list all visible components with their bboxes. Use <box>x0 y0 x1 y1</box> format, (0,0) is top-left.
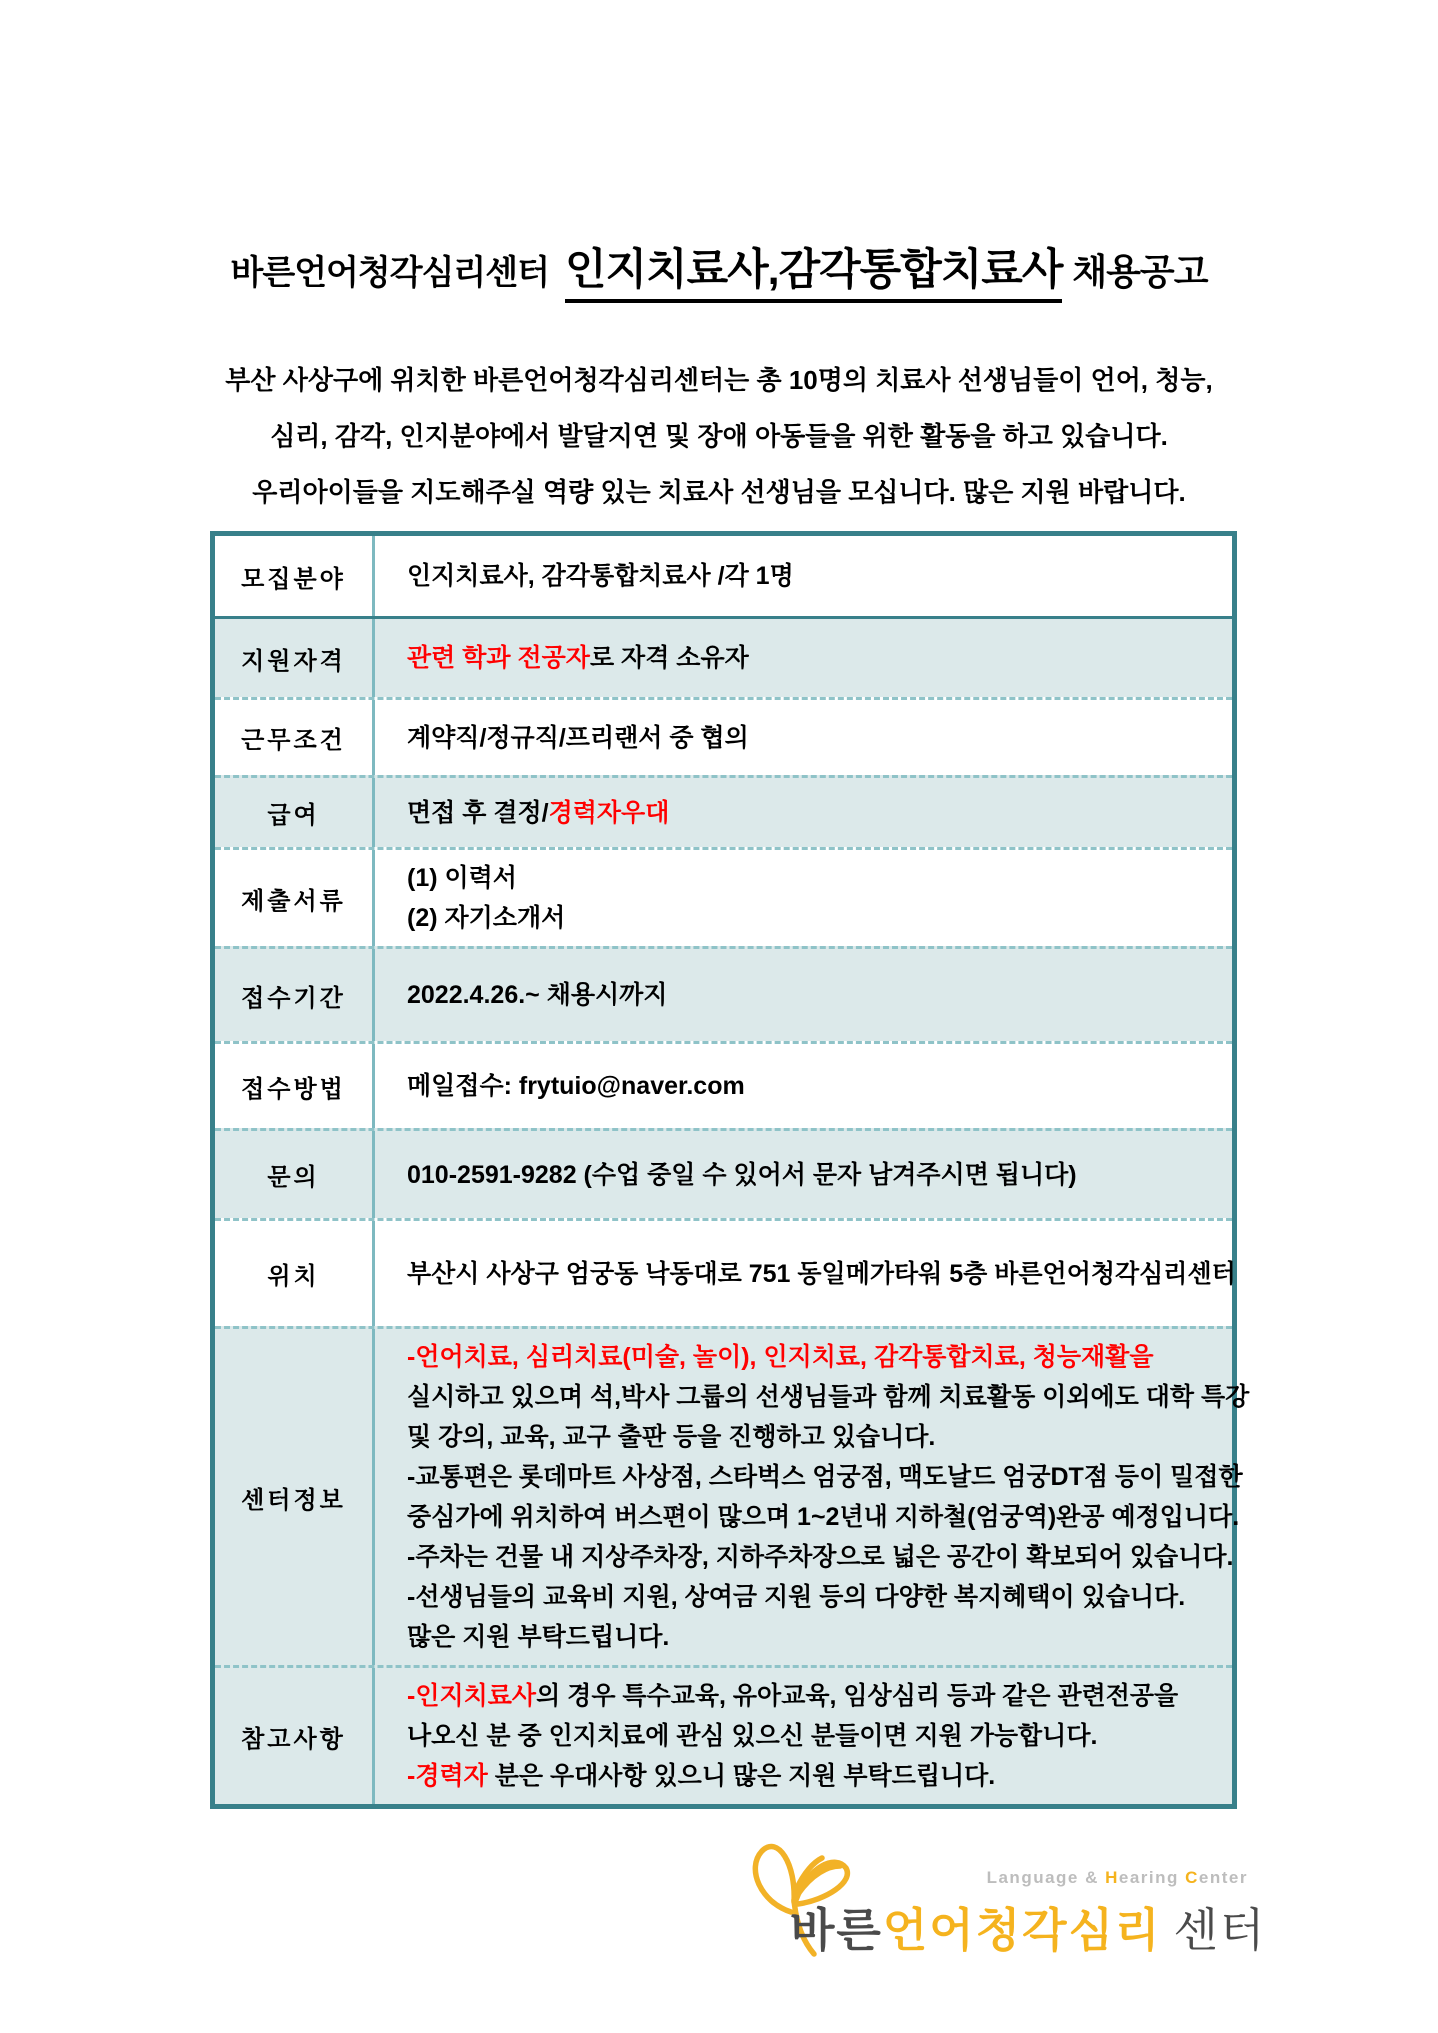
row-value-documents <box>372 850 1232 946</box>
value-line: -교통편은 롯데마트 사상점, 스타벅스 엄궁점, 맥도날드 엄궁DT점 등이 밀접한 <box>407 1463 1243 1491</box>
title-center-name: 바른언어청각심리센터 <box>230 254 549 292</box>
value-line: 메일접수: frytuio@naver.com <box>407 1072 745 1100</box>
value-line: 인지치료사, 감각통합치료사 /각 1명 <box>407 562 794 590</box>
value-line: 관련 학과 전공자로 자격 소유자 <box>407 644 749 672</box>
value-line: 2022.4.26.~ 채용시까지 <box>407 981 668 1009</box>
value-line: -주차는 건물 내 지상주차장, 지하주차장으로 넓은 공간이 확보되어 있습니다. <box>407 1543 1234 1571</box>
row-value-application-method <box>372 1044 1232 1128</box>
value-line: 010-2591-9282 (수업 중일 수 있어서 문자 남겨주시면 됩니다) <box>407 1160 1077 1189</box>
table-row-salary <box>215 775 1232 847</box>
value-line: (1) 이력서 <box>407 864 517 892</box>
value-line: 많은 지원 부탁드립니다. <box>407 1623 670 1651</box>
row-value-center-info <box>372 1329 1263 1665</box>
value-line: 및 강의, 교육, 교구 출판 등을 진행하고 있습니다. <box>407 1423 936 1451</box>
row-value-contact <box>372 1131 1232 1218</box>
value-line: 부산시 사상구 엄궁동 낙동대로 751 동일메가타워 5층 바른언어청각심리센터 <box>407 1259 1236 1288</box>
value-line: -경력자 분은 우대사항 있으니 많은 지원 부탁드립니다. <box>407 1762 996 1790</box>
value-line: -언어치료, 심리치료(미술, 놀이), 인지치료, 감각통합치료, 청능재활을 <box>407 1343 1154 1371</box>
logo-korean-text <box>790 1894 1266 1960</box>
table-row-center-info <box>215 1326 1250 1665</box>
table-row-work-condition <box>215 697 1232 775</box>
row-value-work-condition <box>372 700 1232 775</box>
intro-line: 우리아이들을 지도해주실 역량 있는 치료사 선생님을 모십니다. 많은 지원 바랍니다. <box>252 477 1186 507</box>
row-value-application-period <box>372 949 1232 1041</box>
table-row-location <box>215 1218 1236 1326</box>
logo-text-middle: 언어청각심리 <box>882 1904 1162 1956</box>
intro-line: 심리, 감각, 인지분야에서 발달지연 및 장애 아동들을 위한 활동을 하고 있습니다. <box>270 421 1168 451</box>
job-table <box>210 531 1250 1809</box>
table-row-documents <box>215 847 1232 946</box>
title-positions-underlined: 인지치료사,감각통합치료사 <box>565 246 1062 303</box>
table-row-application-method <box>215 1041 1232 1128</box>
row-label-center-info: 센터정보 <box>241 1486 346 1514</box>
table-row-notes <box>215 1665 1232 1804</box>
table-row-qualification <box>215 616 1232 697</box>
value-line: 중심가에 위치하여 버스편이 많으며 1~2년내 지하철(엄궁역)완공 예정입니다. <box>407 1503 1240 1531</box>
value-line: 면접 후 결정/경력자우대 <box>407 798 670 827</box>
row-label-application-period: 접수기간 <box>241 984 346 1012</box>
row-label-work-condition: 근무조건 <box>241 727 346 754</box>
table-row-application-period <box>215 946 1232 1041</box>
intro-paragraph <box>0 352 1438 520</box>
value-line: 계약직/정규직/프리랜서 중 협의 <box>407 723 749 752</box>
center-logo <box>738 1836 1267 2001</box>
row-label-documents: 제출서류 <box>241 887 346 915</box>
row-label-salary: 급여 <box>267 802 320 829</box>
value-line: (2) 자기소개서 <box>407 904 566 932</box>
row-value-location <box>372 1221 1250 1326</box>
table-row-contact <box>215 1128 1232 1218</box>
logo-tagline: Language & Hearing Center <box>986 1868 1248 1887</box>
value-line: -인지치료사의 경우 특수교육, 유아교육, 임상심리 등과 같은 관련전공을 <box>407 1682 1179 1710</box>
row-label-contact: 문의 <box>267 1164 320 1191</box>
title-suffix: 채용공고 <box>1072 251 1208 292</box>
intro-line: 부산 사상구에 위치한 바른언어청각심리센터는 총 10명의 치료사 선생님들이 언어, 청능, <box>225 365 1213 395</box>
page-title <box>0 236 1438 297</box>
value-line: 나오신 분 중 인지치료에 관심 있으신 분들이면 지원 가능합니다. <box>407 1722 1098 1750</box>
value-line: -선생님들의 교육비 지원, 상여금 지원 등의 다양한 복지혜택이 있습니다. <box>407 1583 1186 1611</box>
row-label-recruit-field: 모집분야 <box>241 565 346 593</box>
row-value-salary <box>372 778 1232 847</box>
logo-text-bareun: 바른 <box>790 1904 883 1956</box>
row-value-qualification <box>372 619 1232 697</box>
row-label-application-method: 접수방법 <box>241 1075 346 1103</box>
table-row-recruit-field <box>215 536 1232 616</box>
row-label-location: 위치 <box>267 1263 320 1290</box>
row-label-qualification: 지원자격 <box>241 647 346 675</box>
row-value-notes <box>372 1668 1232 1804</box>
row-label-notes: 참고사항 <box>241 1725 346 1753</box>
logo-text-center: 센터 <box>1173 1904 1267 1956</box>
row-value-recruit-field <box>372 536 1232 616</box>
value-line: 실시하고 있으며 석,박사 그룹의 선생님들과 함께 치료활동 이외에도 대학 특강 <box>407 1383 1250 1411</box>
